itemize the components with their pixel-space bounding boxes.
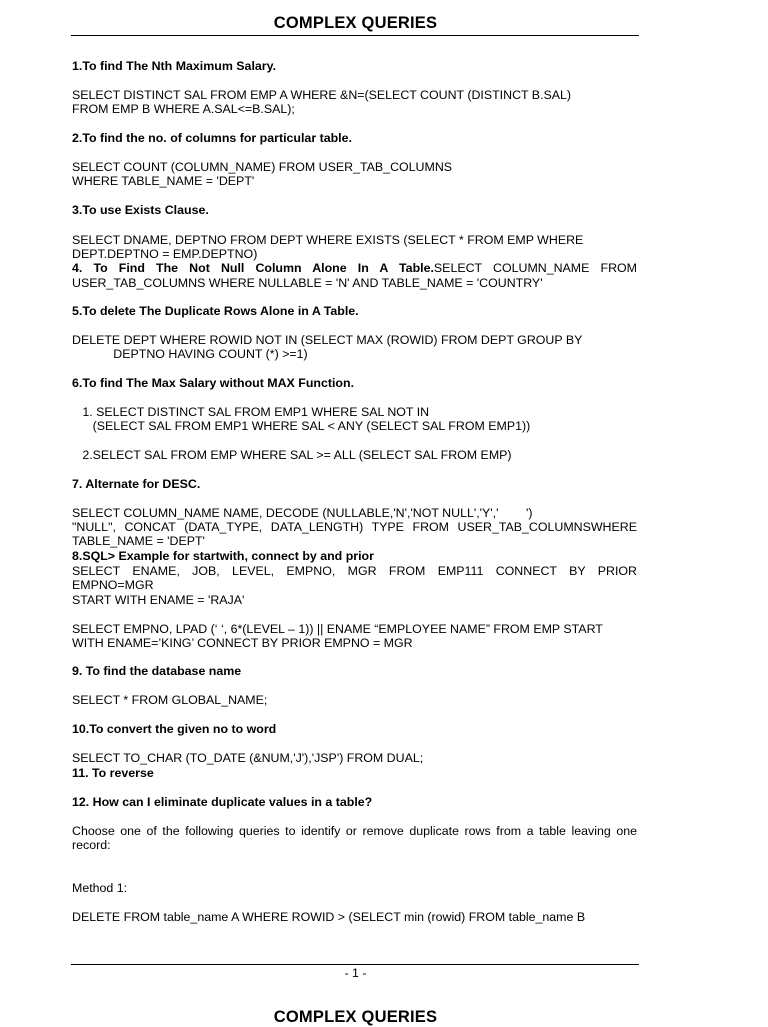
section-6-heading: 6.To find The Max Salary without MAX Function.: [72, 376, 355, 390]
section-1-heading: 1.To find The Nth Maximum Salary.: [72, 59, 277, 73]
section-10-heading: 10.To convert the given no to word: [72, 722, 277, 736]
section-9-heading: 9. To find the database name: [72, 664, 242, 678]
section-3-heading: 3.To use Exists Clause.: [72, 203, 209, 217]
section-6-code-line: 1. SELECT DISTINCT SAL FROM EMP1 WHERE SAL NOT IN: [72, 405, 430, 419]
section-11-heading: 11. To reverse: [72, 766, 154, 780]
section-8-code-line: SELECT ENAME, JOB, LEVEL, EMPNO, MGR FROM EMP111 CONNECT BY PRIOR: [72, 564, 637, 578]
section-4-code-inline: SELECT COLUMN_NAME FROM: [433, 261, 637, 275]
page-number: - 1 -: [344, 966, 367, 980]
section-4-code-line: USER_TAB_COLUMNS WHERE NULLABLE = 'N' AND TABLE_NAME = 'COUNTRY': [72, 276, 543, 290]
section-12-text-line: record:: [72, 838, 111, 852]
section-2-heading: 2.To find the no. of columns for particular table.: [72, 131, 352, 145]
section-6-code-line: (SELECT SAL FROM EMP1 WHERE SAL < ANY (SELECT SAL FROM EMP1)): [72, 419, 531, 433]
section-3-code-line: DEPT.DEPTNO = EMP.DEPTNO): [72, 247, 258, 261]
section-12-code-line: DELETE FROM table_name A WHERE ROWID > (SELECT min (rowid) FROM table_name B: [72, 910, 586, 924]
section-8-code-line: SELECT EMPNO, LPAD (‘ ‘, 6*(LEVEL – 1)) || ENAME “EMPLOYEE NAME” FROM EMP START: [72, 622, 603, 636]
section-7-code-line: TABLE_NAME = 'DEPT': [72, 534, 205, 548]
section-6-code-line: 2.SELECT SAL FROM EMP WHERE SAL >= ALL (SELECT SAL FROM EMP): [72, 448, 512, 462]
section-7-heading: 7. Alternate for DESC.: [72, 477, 201, 491]
section-7-code-line: SELECT COLUMN_NAME NAME, DECODE (NULLABLE,'N','NOT NULL','Y',' '): [72, 506, 533, 520]
section-10-code-line: SELECT TO_CHAR (TO_DATE (&NUM,'J'),'JSP') FROM DUAL;: [72, 751, 424, 765]
header-rule: [71, 35, 639, 36]
section-12-method-label: Method 1:: [72, 881, 128, 895]
section-5-code-line: DEPTNO HAVING COUNT (*) >=1): [72, 347, 308, 361]
section-1-code-line: SELECT DISTINCT SAL FROM EMP A WHERE &N=(SELECT COUNT (DISTINCT B.SAL): [72, 88, 572, 102]
next-page-title: COMPLEX QUERIES: [273, 1008, 438, 1026]
section-4-heading: 4. To Find The Not Null Column Alone In A Table.: [72, 261, 434, 275]
section-8-heading: 8.SQL> Example for startwith, connect by and prior: [72, 549, 374, 563]
section-2-code-line: SELECT COUNT (COLUMN_NAME) FROM USER_TAB_COLUMNS: [72, 160, 453, 174]
footer-rule: [71, 964, 639, 965]
section-4-line: [72, 261, 637, 275]
section-7-code-line: "NULL", CONCAT (DATA_TYPE, DATA_LENGTH) TYPE FROM USER_TAB_COLUMNSWHERE: [72, 520, 637, 534]
section-5-code-line: DELETE DEPT WHERE ROWID NOT IN (SELECT MAX (ROWID) FROM DEPT GROUP BY: [72, 333, 583, 347]
section-5-heading: 5.To delete The Duplicate Rows Alone in A Table.: [72, 304, 359, 318]
section-3-code-line: SELECT DNAME, DEPTNO FROM DEPT WHERE EXISTS (SELECT * FROM EMP WHERE: [72, 233, 584, 247]
page-title: COMPLEX QUERIES: [273, 14, 438, 32]
section-1-code-line: FROM EMP B WHERE A.SAL<=B.SAL);: [72, 102, 295, 116]
section-8-code-line: WITH ENAME=’KING’ CONNECT BY PRIOR EMPNO = MGR: [72, 636, 413, 650]
section-2-code-line: WHERE TABLE_NAME = 'DEPT': [72, 174, 255, 188]
section-9-code-line: SELECT * FROM GLOBAL_NAME;: [72, 693, 268, 707]
section-12-text-line: Choose one of the following queries to identify or remove duplicate rows from a table leaving one: [72, 824, 637, 838]
section-12-heading: 12. How can I eliminate duplicate values in a table?: [72, 795, 373, 809]
section-8-code-line: START WITH ENAME = 'RAJA': [72, 593, 245, 607]
section-8-code-line: EMPNO=MGR: [72, 578, 154, 592]
